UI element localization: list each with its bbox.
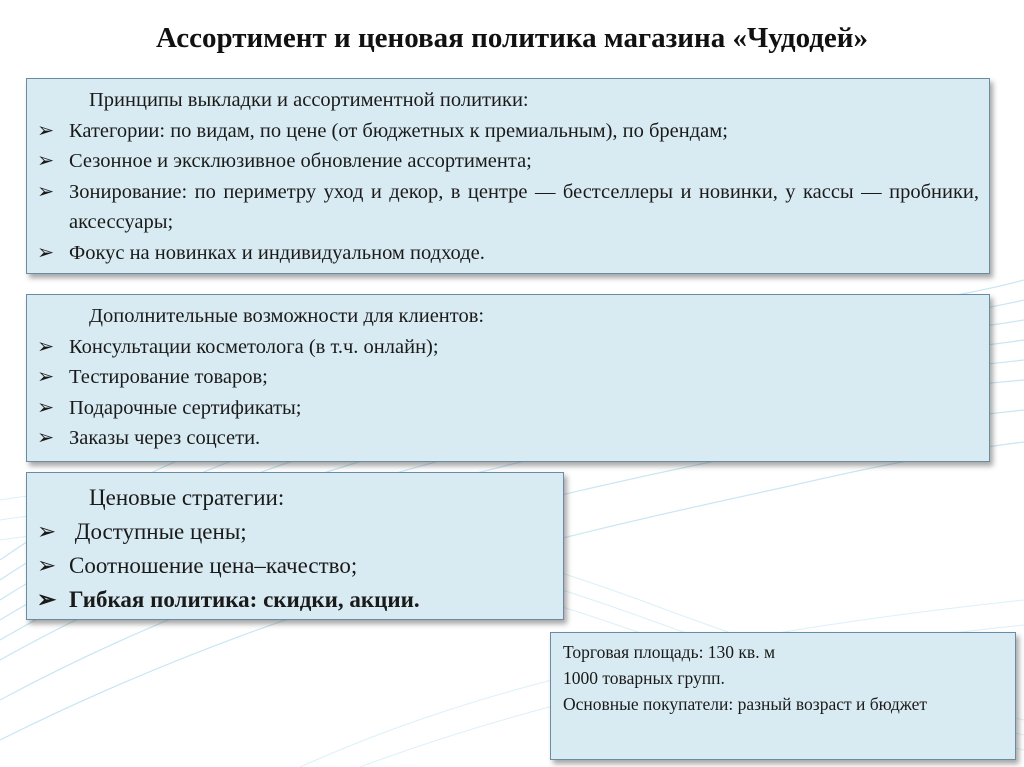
list-item: ➢ Соотношение цена–качество; xyxy=(27,549,563,583)
arrow-bullet-icon: ➢ xyxy=(37,241,55,264)
arrow-bullet-icon: ➢ xyxy=(37,427,55,449)
product-groups-text: 1000 товарных групп. xyxy=(563,668,725,688)
display-principles-list xyxy=(27,116,989,269)
page-title: Ассортимент и ценовая политика магазина «Чудодей» xyxy=(156,22,868,54)
display-principles-box xyxy=(26,78,990,274)
list-item: ➢ Подарочные сертификаты; xyxy=(27,393,989,424)
list-item: ➢ Сезонное и эксклюзивное обновление ассортимента; xyxy=(27,146,989,177)
list-item: ➢ Доступные цены; xyxy=(27,515,563,549)
list-item: ➢ Заказы через соцсети. xyxy=(27,423,989,454)
list-item: ➢ Категории: по видам, по цене (от бюджетных к премиальным), по брендам; xyxy=(27,116,989,147)
price-strategies-box xyxy=(26,472,564,620)
arrow-bullet-icon: ➢ xyxy=(37,335,55,358)
client-options-list xyxy=(27,332,989,454)
list-item: ➢ Фокус на новинках и индивидуальном подходе. xyxy=(27,238,989,269)
arrow-bullet-icon: ➢ xyxy=(37,180,55,203)
list-item: ➢ Тестирование товаров; xyxy=(27,362,989,393)
arrow-bullet-icon: ➢ xyxy=(37,553,57,578)
list-item: ➢ Гибкая политика: скидки, акции. xyxy=(27,583,563,617)
arrow-bullet-icon: ➢ xyxy=(37,119,55,142)
display-principles-heading: Принципы выкладки и ассортиментной политики: xyxy=(89,89,529,111)
price-strategies-list xyxy=(27,515,563,617)
store-facts-box xyxy=(550,632,1016,760)
arrow-bullet-icon: ➢ xyxy=(37,396,55,419)
arrow-bullet-icon: ➢ xyxy=(37,519,57,544)
arrow-bullet-icon: ➢ xyxy=(37,150,55,172)
client-options-heading: Дополнительные возможности для клиентов: xyxy=(89,305,485,327)
arrow-bullet-icon: ➢ xyxy=(37,366,55,388)
list-item: ➢ Зонирование: по периметру уход и декор, в центре — бестселлеры и новинки, у кассы — пробники, аксессуары; xyxy=(27,177,989,238)
store-area-text: Торговая площадь: 130 кв. м xyxy=(563,642,776,662)
arrow-bullet-icon: ➢ xyxy=(37,587,57,612)
list-item: ➢ Консультации косметолога (в т.ч. онлайн); xyxy=(27,332,989,363)
client-options-box xyxy=(26,294,990,462)
price-strategies-heading: Ценовые стратегии: xyxy=(89,485,285,510)
customers-text: Основные покупатели: разный возраст и бюджет xyxy=(563,694,928,714)
